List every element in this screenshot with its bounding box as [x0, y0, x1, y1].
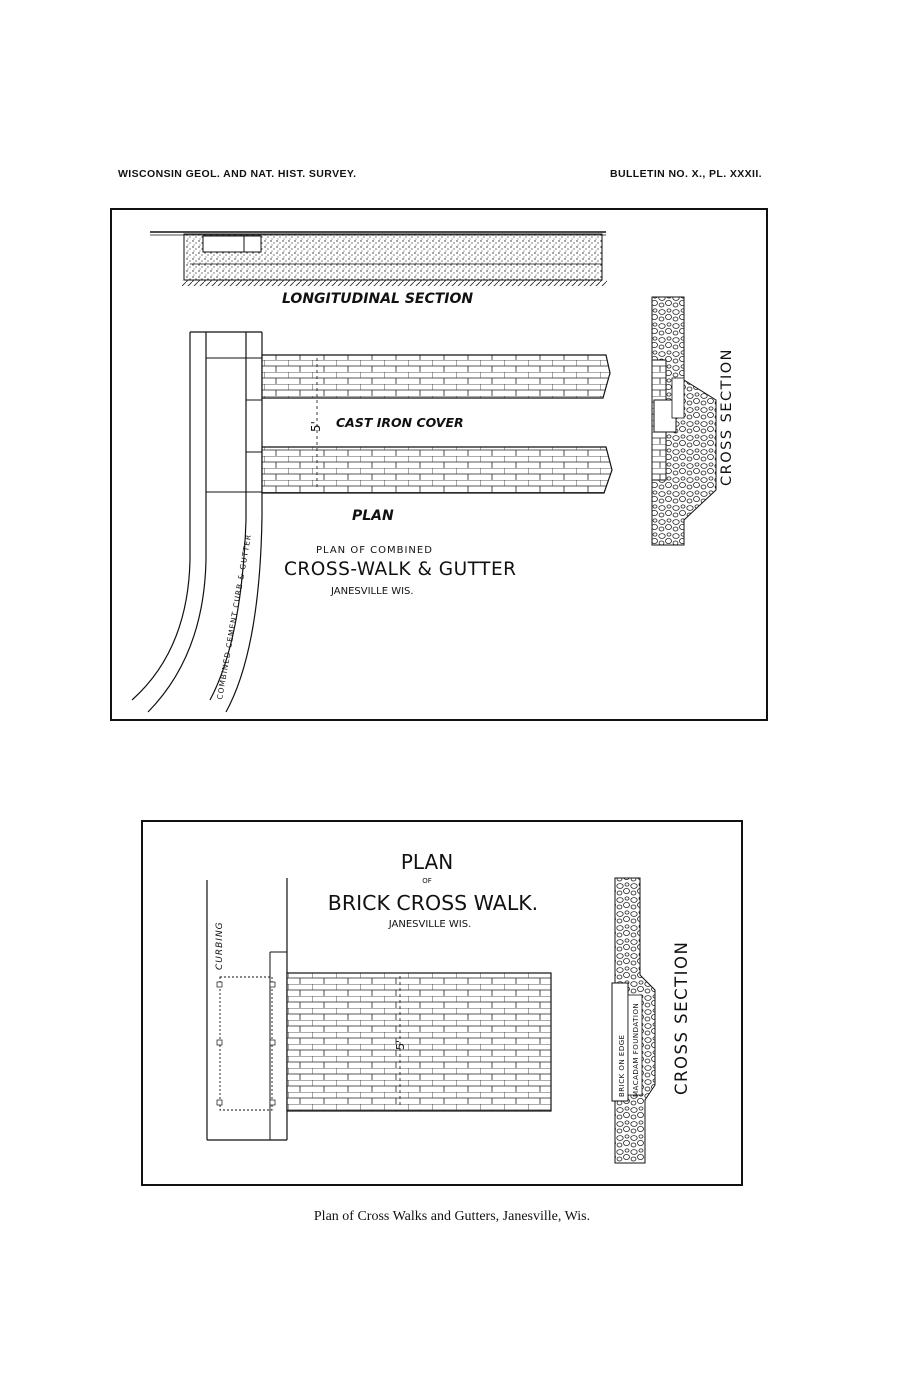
curbing-drawing	[207, 878, 287, 1140]
figure-2	[142, 821, 742, 1185]
brick-on-edge-label: BRICK ON EDGE	[618, 1034, 626, 1097]
running-header-left: WISCONSIN GEOL. AND NAT. HIST. SURVEY.	[118, 168, 357, 180]
curb-gutter-label: COMBINED CEMENT CURB & GUTTER	[215, 533, 254, 701]
brick-cross-walk-title: BRICK CROSS WALK.	[327, 891, 539, 915]
plan-location: JANESVILLE WIS.	[331, 586, 414, 597]
dimension-label: 5'	[309, 421, 323, 432]
curbing-label: CURBING	[215, 921, 225, 970]
longitudinal-section-label: LONGITUDINAL SECTION	[282, 291, 474, 307]
brick-walk-field	[287, 973, 551, 1111]
dimension-label-2: 5'	[394, 1039, 407, 1050]
plan-label: PLAN	[352, 508, 394, 524]
cross-section-drawing-1	[652, 297, 716, 545]
plan-title-small: PLAN OF COMBINED	[316, 545, 433, 556]
figure-1	[111, 209, 767, 720]
running-header-right: BULLETIN NO. X., PL. XXXII.	[610, 168, 762, 180]
plan-title-large: CROSS-WALK & GUTTER	[284, 559, 517, 580]
macadam-foundation-label: MACADAM FOUNDATION	[632, 1002, 640, 1097]
cross-section-label-2: CROSS SECTION	[672, 940, 691, 1095]
plan-location-2: JANESVILLE WIS.	[388, 919, 472, 930]
cast-iron-cover-label: CAST IRON COVER	[336, 415, 464, 430]
upper-brick-walk	[262, 355, 610, 398]
longitudinal-section-drawing	[150, 232, 607, 286]
lower-brick-walk	[262, 447, 612, 493]
plan-of-label: OF	[422, 877, 432, 885]
plan-label-2: PLAN	[400, 850, 454, 874]
curb-gutter-drawing	[132, 332, 262, 712]
plate-caption: Plan of Cross Walks and Gutters, Janesville, Wis.	[313, 1209, 591, 1224]
cross-section-label-1: CROSS SECTION	[719, 347, 735, 486]
